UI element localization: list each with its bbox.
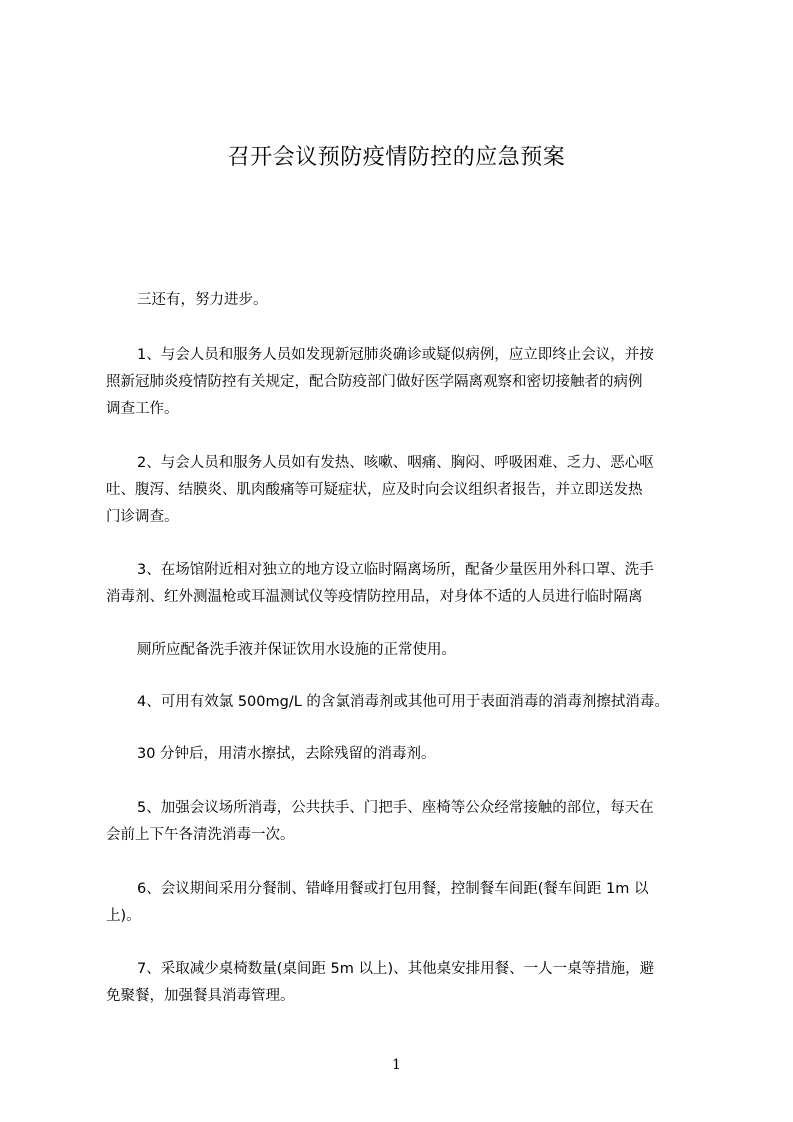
paragraph-5-line-0: 4、可用有效氯 500mg/L 的含氯消毒剂或其他可用于表面消毒的消毒剂擦拭消毒。 (137, 694, 669, 710)
paragraph-8-line-0: 6、会议期间采用分餐制、错峰用餐或打包用餐，控制餐车间距(餐车间距 1m 以 (137, 881, 649, 897)
paragraph-7-line-0: 5、加强会议场所消毒，公共扶手、门把手、座椅等公众经常接触的部位，每天在 (137, 800, 654, 816)
paragraph-8-line-1: 上)。 (106, 908, 141, 924)
paragraph-0-line-0: 三还有，努力进步。 (137, 292, 268, 308)
paragraph-3-line-1: 消毒剂、红外测温枪或耳温测试仪等疫情防控用品，对身体不适的人员进行临时隔离 (106, 589, 643, 605)
paragraph-4-line-0: 厕所应配备洗手液并保证饮用水设施的正常使用。 (137, 642, 456, 658)
paragraph-1-line-0: 1、与会人员和服务人员如发现新冠肺炎确诊或疑似病例，应立即终止会议，并按 (137, 347, 654, 363)
document-title: 召开会议预防疫情防控的应急预案 (227, 145, 566, 170)
paragraph-9-line-0: 7、采取减少桌椅数量(桌间距 5m 以上)、其他桌安排用餐、一人一桌等措施，避 (137, 961, 655, 977)
paragraph-2-line-0: 2、与会人员和服务人员如有发热、咳嗽、咽痛、胸闷、呼吸困难、乏力、恶心呕 (137, 455, 654, 471)
paragraph-6-line-0: 30 分钟后，用清水擦拭，去除残留的消毒剂。 (137, 746, 436, 762)
paragraph-9-line-1: 免聚餐，加强餐具消毒管理。 (106, 988, 295, 1004)
page-number: 1 (392, 1057, 401, 1073)
paragraph-7-line-1: 会前上下午各清洗消毒一次。 (106, 827, 295, 843)
paragraph-2-line-1: 吐、腹泻、结膜炎、肌肉酸痛等可疑症状，应及时向会议组织者报告，并立即送发热 (106, 482, 643, 498)
paragraph-2-line-2: 门诊调查。 (106, 509, 179, 525)
paragraph-3-line-0: 3、在场馆附近相对独立的地方设立临时隔离场所，配备少量医用外科口罩、洗手 (137, 562, 654, 578)
paragraph-1-line-2: 调查工作。 (106, 401, 179, 417)
paragraph-1-line-1: 照新冠肺炎疫情防控有关规定，配合防疫部门做好医学隔离观察和密切接触者的病例 (106, 374, 643, 390)
